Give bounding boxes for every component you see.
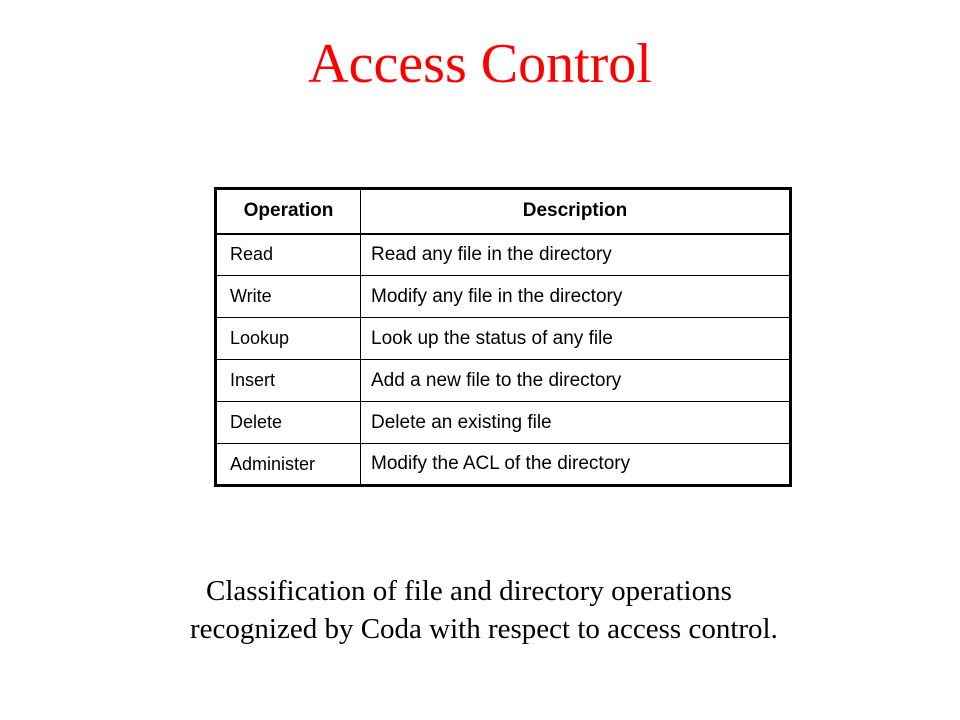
table-row <box>216 276 791 318</box>
operation-cell: Delete <box>216 402 361 444</box>
table-row <box>216 444 791 486</box>
description-cell: Modify the ACL of the directory <box>361 444 791 486</box>
description-cell: Add a new file to the directory <box>361 360 791 402</box>
caption-line-2: recognized by Coda with respect to access control. <box>190 613 778 645</box>
operation-cell: Write <box>216 276 361 318</box>
operation-cell: Insert <box>216 360 361 402</box>
description-cell: Modify any file in the directory <box>361 276 791 318</box>
table-row <box>216 360 791 402</box>
description-cell: Read any file in the directory <box>361 234 791 276</box>
caption-line-1: Classification of file and directory operations <box>206 575 732 607</box>
column-header-operation: Operation <box>216 189 361 234</box>
table-row <box>216 402 791 444</box>
column-header-description: Description <box>361 189 791 234</box>
access-operations-table <box>214 187 792 487</box>
table-row <box>216 234 791 276</box>
description-cell: Look up the status of any file <box>361 318 791 360</box>
operation-cell: Read <box>216 234 361 276</box>
operation-cell: Lookup <box>216 318 361 360</box>
table-row <box>216 318 791 360</box>
slide-title: Access Control <box>308 33 652 95</box>
description-cell: Delete an existing file <box>361 402 791 444</box>
table-header-row <box>216 189 791 234</box>
slide-caption <box>190 572 870 648</box>
operation-cell: Administer <box>216 444 361 486</box>
